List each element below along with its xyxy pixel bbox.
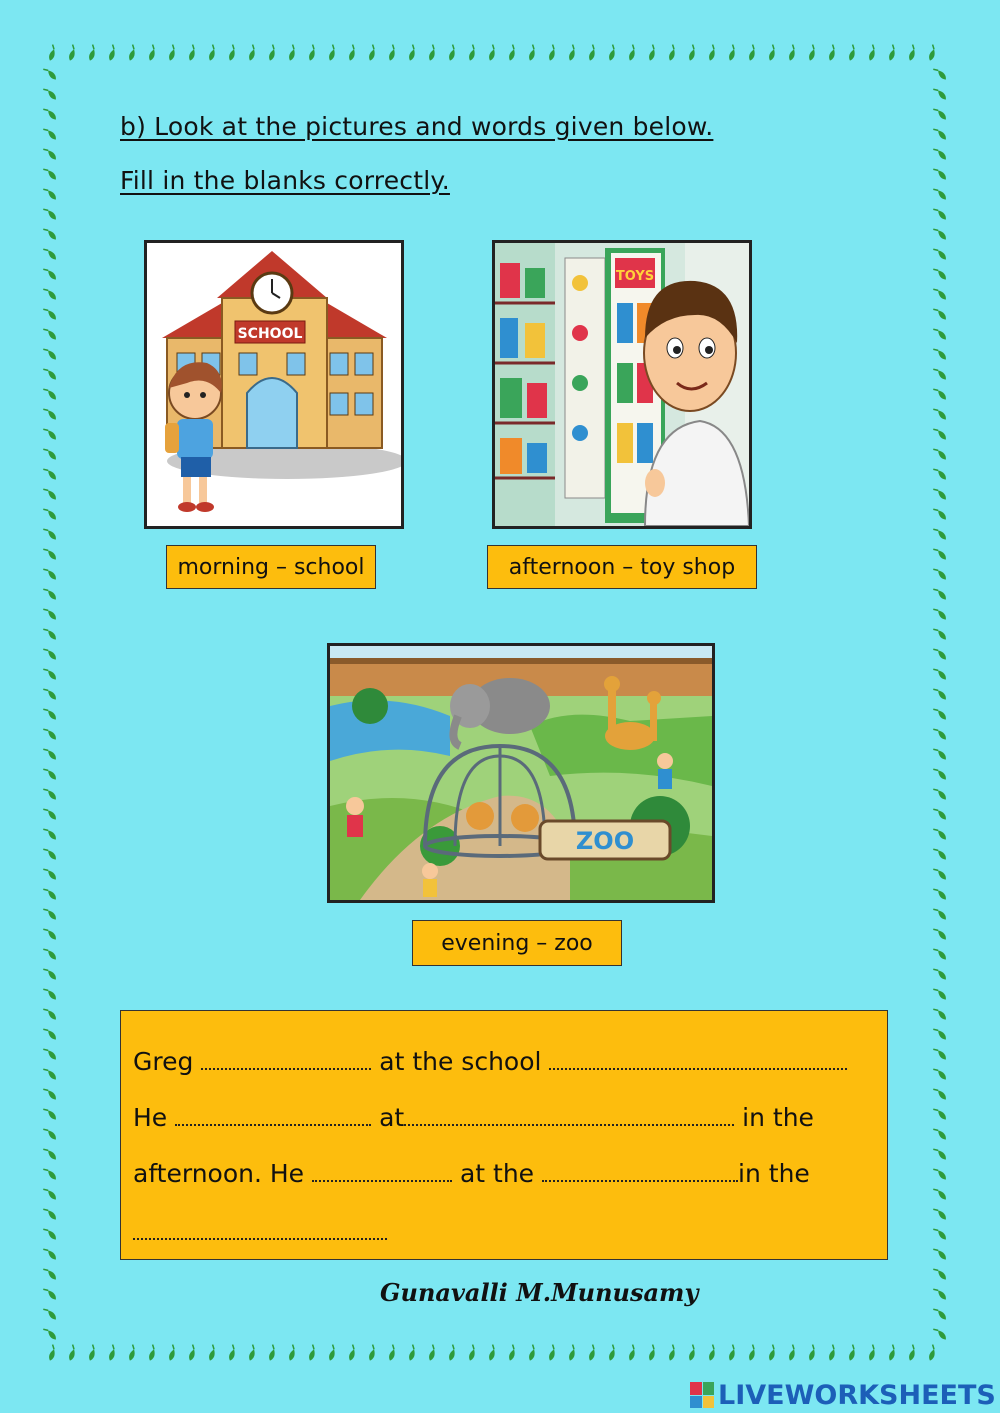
zoo-sign-text: ZOO xyxy=(575,827,635,855)
label-morning-school: morning – school xyxy=(166,545,376,589)
zoo-picture xyxy=(327,643,715,903)
instruction-line-1: b) Look at the pictures and words given below. xyxy=(120,112,714,141)
phrase-afternoon-he: afternoon. He xyxy=(133,1159,305,1188)
blank-2[interactable] xyxy=(549,1062,847,1070)
fill-in-blanks-box xyxy=(120,1010,888,1260)
instruction-line-2: Fill in the blanks correctly. xyxy=(120,166,450,195)
word-greg: Greg xyxy=(133,1047,194,1076)
school-sign-text: SCHOOL xyxy=(237,326,303,342)
phrase-at-the: at the xyxy=(459,1159,535,1188)
sentence-line-4 xyxy=(133,1217,387,1246)
label-evening-zoo: evening – zoo xyxy=(412,920,622,966)
liveworksheets-text: LIVEWORKSHEETS xyxy=(718,1379,996,1411)
toys-sign-text: TOYS xyxy=(615,269,655,284)
blank-6[interactable] xyxy=(542,1174,738,1182)
blank-3[interactable] xyxy=(175,1118,371,1126)
liveworksheets-logo xyxy=(690,1380,996,1410)
word-he: He xyxy=(133,1103,168,1132)
blank-7[interactable] xyxy=(133,1232,387,1240)
blank-1[interactable] xyxy=(201,1062,371,1070)
liveworksheets-icon xyxy=(690,1382,714,1408)
blank-4[interactable] xyxy=(404,1118,734,1126)
word-at: at xyxy=(379,1103,405,1132)
blank-5[interactable] xyxy=(312,1174,452,1182)
phrase-in-the-1: in the xyxy=(742,1103,814,1132)
sentence-line-3 xyxy=(133,1159,810,1188)
school-picture xyxy=(144,240,404,529)
toy-shop-picture xyxy=(492,240,752,529)
phrase-at-the-school: at the school xyxy=(379,1047,542,1076)
sentence-line-2 xyxy=(133,1103,814,1132)
label-afternoon-toy-shop: afternoon – toy shop xyxy=(487,545,757,589)
sentence-line-1 xyxy=(133,1047,847,1076)
phrase-in-the-2: in the xyxy=(738,1159,810,1188)
author-signature: Gunavalli M.Munusamy xyxy=(380,1278,699,1307)
